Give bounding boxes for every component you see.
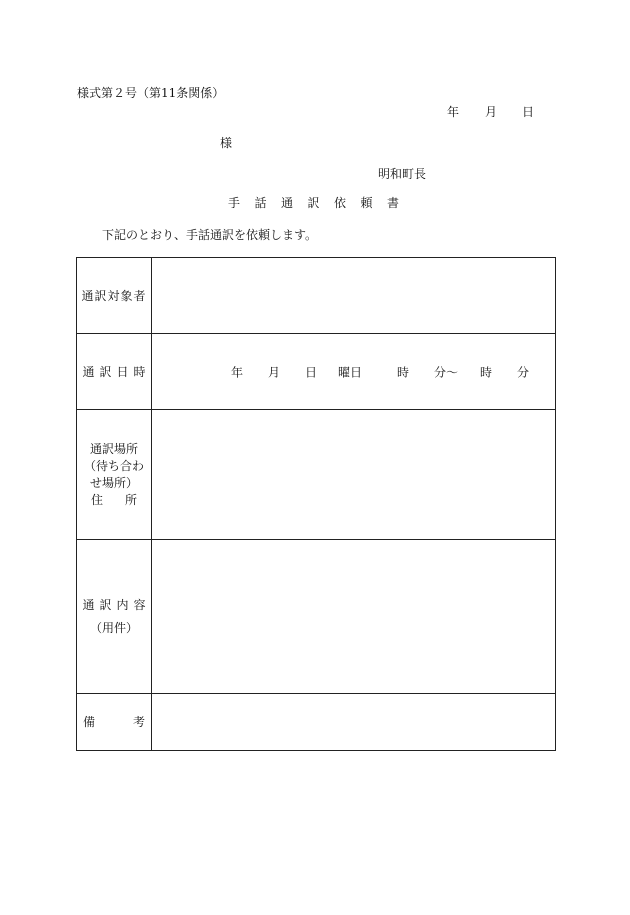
title-char: 手 bbox=[228, 196, 241, 210]
dt-year: 年 bbox=[231, 365, 244, 379]
date-day: 日 bbox=[522, 105, 535, 119]
place-label-cell bbox=[77, 410, 152, 539]
title-char: 通 bbox=[281, 196, 294, 210]
remarks-value-cell[interactable] bbox=[152, 694, 555, 750]
dt-month: 月 bbox=[268, 365, 281, 379]
subject-label-cell bbox=[77, 258, 152, 333]
content-label: 通訳内容 bbox=[82, 598, 151, 612]
remarks-label-cell bbox=[77, 694, 152, 750]
place-label-line: （待ち合わ bbox=[83, 458, 144, 473]
document-title bbox=[228, 197, 414, 209]
address-label-b: 所 bbox=[124, 492, 137, 507]
title-char: 依 bbox=[334, 196, 347, 210]
remarks-label-a: 備 bbox=[83, 715, 96, 729]
title-char: 話 bbox=[254, 196, 267, 210]
issuer-name: 明和町長 bbox=[378, 167, 427, 181]
dt-weekday: 曜日 bbox=[338, 365, 363, 379]
date-year: 年 bbox=[447, 105, 460, 119]
title-char: 頼 bbox=[360, 196, 373, 210]
address-label-a: 住 bbox=[91, 492, 104, 507]
row-datetime bbox=[77, 333, 555, 409]
subject-label: 通訳対象者 bbox=[81, 288, 147, 303]
intro-text: 下記のとおり、手話通訳を依頼します。 bbox=[102, 228, 318, 242]
row-content bbox=[77, 539, 555, 693]
subject-value-cell[interactable] bbox=[152, 258, 555, 333]
dt-hour-from: 時 bbox=[397, 365, 410, 379]
dt-day: 日 bbox=[305, 365, 318, 379]
title-char: 訳 bbox=[307, 196, 320, 210]
row-place bbox=[77, 409, 555, 539]
address-label bbox=[91, 492, 137, 509]
date-month: 月 bbox=[485, 105, 498, 119]
request-table bbox=[76, 257, 556, 751]
title-char: 書 bbox=[387, 196, 400, 210]
datetime-label-cell bbox=[77, 334, 152, 409]
place-value-cell[interactable] bbox=[152, 410, 555, 539]
row-subject bbox=[77, 258, 555, 333]
addressee-suffix: 様 bbox=[220, 136, 233, 150]
row-remarks bbox=[77, 693, 555, 750]
content-value-cell[interactable] bbox=[152, 540, 555, 693]
content-sub-label: （用件） bbox=[89, 621, 138, 635]
place-label-line: せ場所） bbox=[89, 475, 138, 490]
dt-hour-to: 時 bbox=[480, 365, 493, 379]
dt-minute-from: 分〜 bbox=[434, 365, 459, 379]
form-number: 様式第２号（第11条関係） bbox=[77, 86, 225, 100]
remarks-label bbox=[83, 714, 145, 730]
content-label-cell bbox=[77, 540, 152, 693]
dt-minute-to: 分 bbox=[517, 365, 530, 379]
datetime-value-cell[interactable] bbox=[152, 334, 555, 409]
remarks-label-b: 考 bbox=[132, 715, 145, 729]
place-label-line: 通訳場所 bbox=[89, 441, 138, 456]
datetime-label: 通訳日時 bbox=[82, 364, 151, 379]
